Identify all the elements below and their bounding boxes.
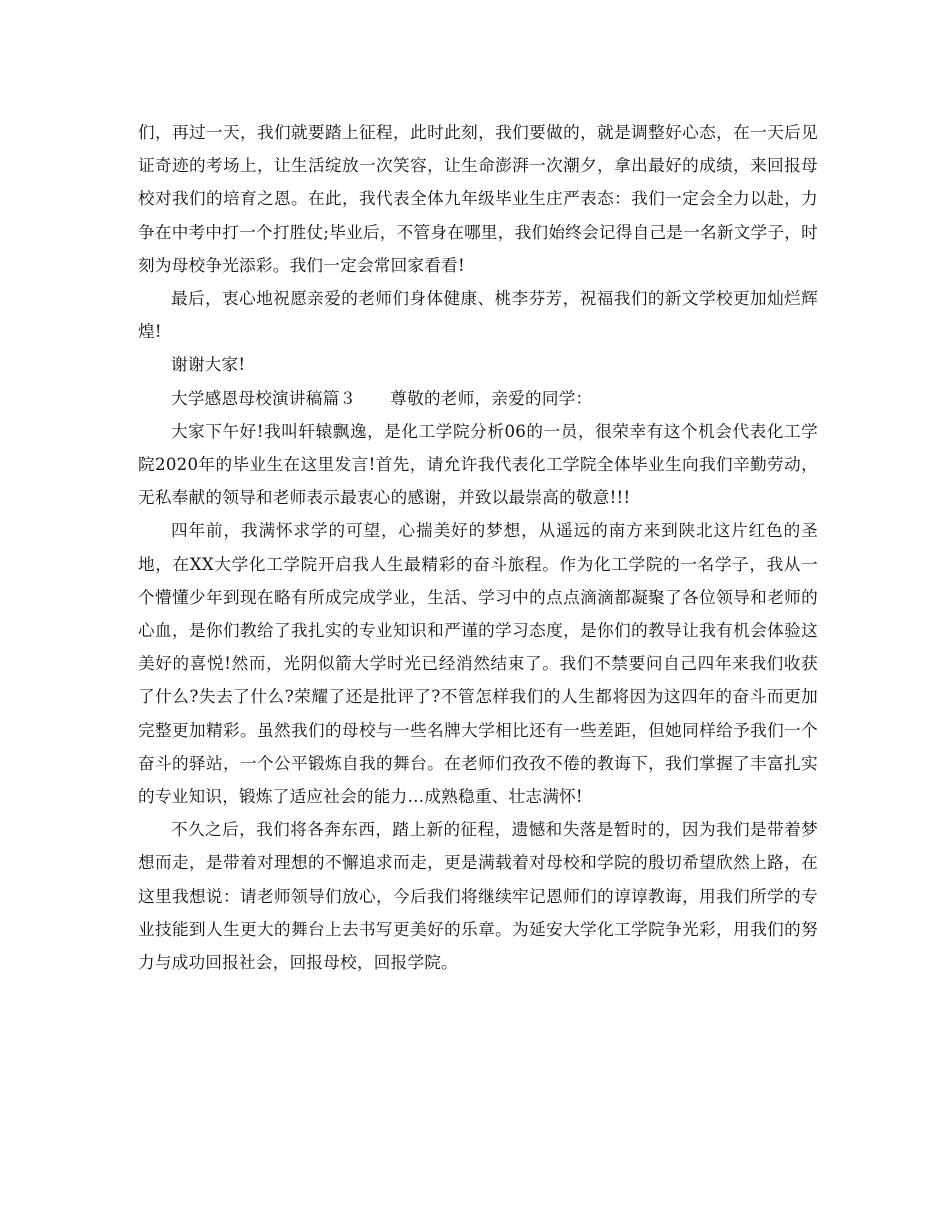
paragraph-4: 大家下午好!我叫轩辕飘逸，是化工学院分析06的一员，很荣幸有这个机会代表化工学院2020年的毕业生在这里发言!首先，请允许我代表化工学院全体毕业生向我们辛勤劳动，无私奉献的领导和老师表示最衷心的感谢，并致以最崇高的敬意!!!: [138, 421, 818, 508]
paragraph-3: 谢谢大家!: [171, 355, 246, 375]
speech-title: 大学感恩母校演讲稿篇３: [171, 388, 357, 408]
paragraph-6: 不久之后，我们将各奔东西，踏上新的征程，遗憾和失落是暂时的，因为我们是带着梦想而走，是带着对理想的不懈追求而走，更是满载着对母校和学院的殷切希望欣然上路，在这里我想说：请老师领导们放心，今后我们将继续牢记恩师们的谆谆教诲，用我们所学的专业技能到人生更大的舞台上去书写更美好的乐章。为延安大学化工学院争光彩，用我们的努力与成功回报社会，回报母校，回报学院。: [138, 820, 818, 973]
paragraph-1: 们，再过一天，我们就要踏上征程，此时此刻，我们要做的，就是调整好心态，在一天后见证奇迹的考场上，让生活绽放一次笑容，让生命澎湃一次潮夕，拿出最好的成绩，来回报母校对我们的培育之恩。在此，我代表全体九年级毕业生庄严表态：我们一定会全力以赴，力争在中考中打一个打胜仗;毕业后，不管身在哪里，我们始终会记得自己是一名新文学子，时刻为母校争光添彩。我们一定会常回家看看!: [138, 123, 818, 275]
paragraph-2: 最后，衷心地祝愿亲爱的老师们身体健康、桃李芬芳，祝福我们的新文学校更加灿烂辉煌!: [138, 289, 818, 342]
document-page: [138, 116, 818, 979]
speech-greeting: 尊敬的老师，亲爱的同学：: [390, 388, 593, 408]
speech-heading: [138, 382, 818, 415]
paragraph-5: 四年前，我满怀求学的可望，心揣美好的梦想，从遥远的南方来到陕北这片红色的圣地，在XX大学化工学院开启我人生最精彩的奋斗旅程。作为化工学院的一名学子，我从一个懵懂少年到现在略有所成完成学业，生活、学习中的点点滴滴都凝聚了各位领导和老师的心血，是你们教给了我扎实的专业知识和严谨的学习态度，是你们的教导让我有机会体验这美好的喜悦!然而，光阴似箭大学时光已经消然结束了。我们不禁要问自己四年来我们收获了什么?失去了什么?荣耀了还是批评了?不管怎样我们的人生都将因为这四年的奋斗而更加完整更加精彩。虽然我们的母校与一些名牌大学相比还有一些差距，但她同样给予我们一个奋斗的驿站，一个公平锻炼自我的舞台。在老师们孜孜不倦的教诲下，我们掌握了丰富扎实的专业知识，锻炼了适应社会的能力…成熟稳重、壮志满怀!: [138, 521, 818, 807]
